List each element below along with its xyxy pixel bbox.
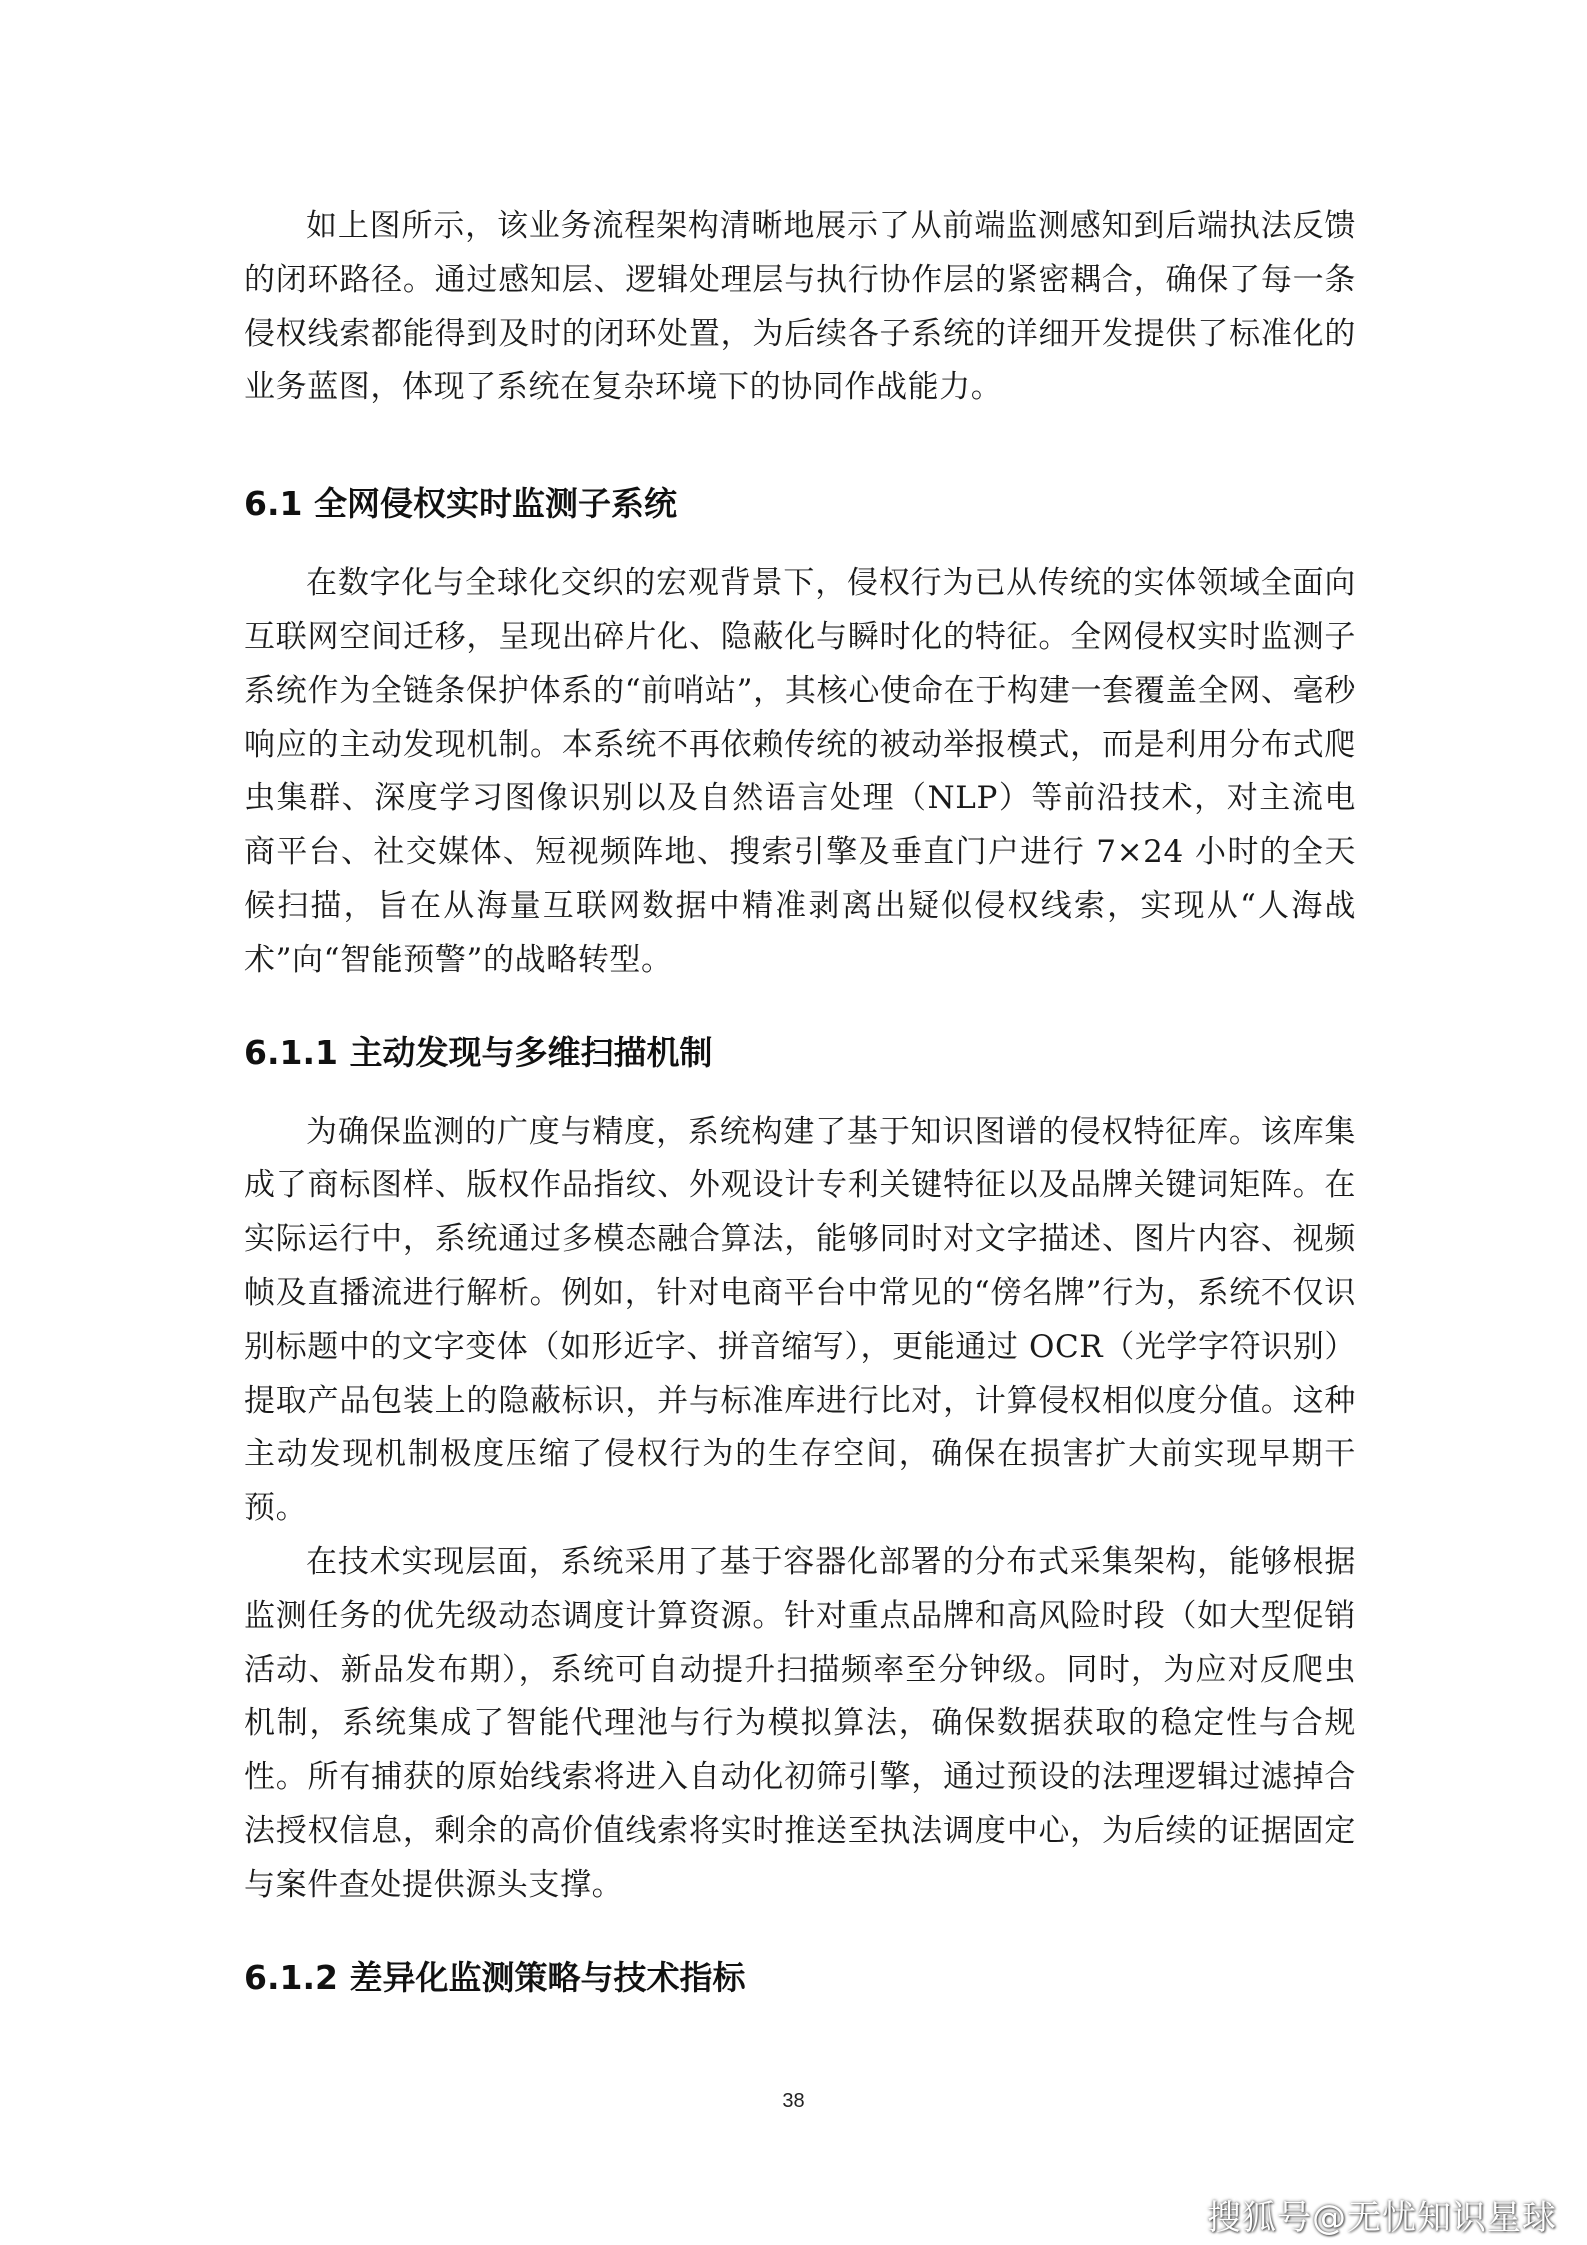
- page-content: [244, 200, 1356, 2003]
- page-number: 38: [782, 2090, 805, 2112]
- section-6-1-1-heading: 6.1.1 主动发现与多维扫描机制: [244, 1032, 713, 1072]
- section-6-1-2-heading: 6.1.2 差异化监测策略与技术指标: [244, 1957, 746, 1997]
- section-6-1-1-paragraph-2: 在技术实现层面，系统采用了基于容器化部署的分布式采集架构，能够根据监测任务的优先级动态调度计算资源。针对重点品牌和高风险时段（如大型促销活动、新品发布期），系统可自动提升扫描频率至分钟级。同时，为应对反爬虫机制，系统集成了智能代理池与行为模拟算法，确保数据获取的稳定性与合规性。所有捕获的原始线索将进入自动化初筛引擎，通过预设的法理逻辑过滤掉合法授权信息，剩余的高价值线索将实时推送至执法调度中心，为后续的证据固定与案件查处提供源头支撑。: [244, 1543, 1356, 1903]
- watermark: 搜狐号@无忧知识星球: [1207, 2198, 1557, 2238]
- section-6-1-1-paragraph-1: 为确保监测的广度与精度，系统构建了基于知识图谱的侵权特征库。该库集成了商标图样、版权作品指纹、外观设计专利关键特征以及品牌关键词矩阵。在实际运行中，系统通过多模态融合算法，能够同时对文字描述、图片内容、视频帧及直播流进行解析。例如，针对电商平台中常见的“傍名牌”行为，系统不仅识别标题中的文字变体（如形近字、拼音缩写），更能通过 OCR（光学字符识别）提取产品包装上的隐蔽标识，并与标准库进行比对，计算侵权相似度分值。这种主动发现机制极度压缩了侵权行为的生存空间，确保在损害扩大前实现早期干预。: [244, 1113, 1357, 1527]
- section-6-1-heading: 6.1 全网侵权实时监测子系统: [244, 484, 677, 524]
- intro-paragraph: 如上图所示，该业务流程架构清晰地展示了从前端监测感知到后端执法反馈的闭环路径。通过感知层、逻辑处理层与执行协作层的紧密耦合，确保了每一条侵权线索都能得到及时的闭环处置，为后续各子系统的详细开发提供了标准化的业务蓝图，体现了系统在复杂环境下的协同作战能力。: [244, 208, 1356, 406]
- section-6-1-paragraph: 在数字化与全球化交织的宏观背景下，侵权行为已从传统的实体领域全面向互联网空间迁移，呈现出碎片化、隐蔽化与瞬时化的特征。全网侵权实时监测子系统作为全链条保护体系的“前哨站”，其核心使命在于构建一套覆盖全网、毫秒响应的主动发现机制。本系统不再依赖传统的被动举报模式，而是利用分布式爬虫集群、深度学习图像识别以及自然语言处理（NLP）等前沿技术，对主流电商平台、社交媒体、短视频阵地、搜索引擎及垂直门户进行 7×24 小时的全天候扫描，旨在从海量互联网数据中精准剥离出疑似侵权线索，实现从“人海战术”向“智能预警”的战略转型。: [244, 565, 1356, 978]
